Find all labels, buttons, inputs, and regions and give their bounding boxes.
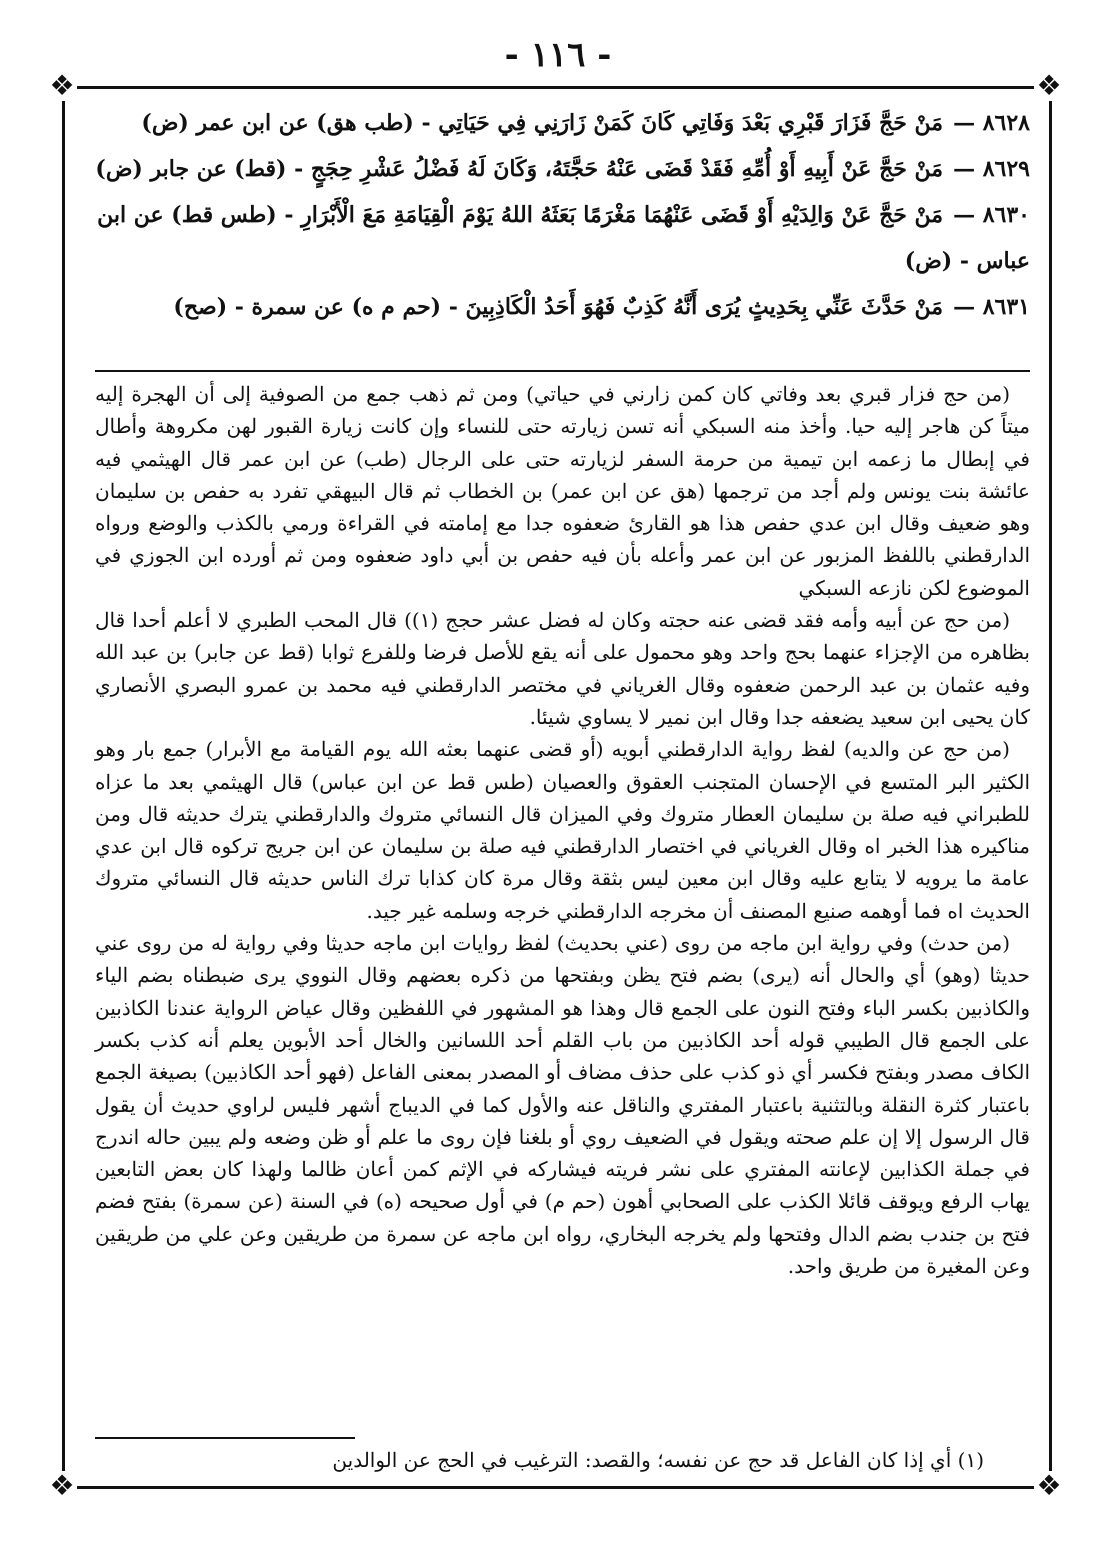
corner-ornament-icon: ❖ xyxy=(1034,71,1064,101)
hadith-number: ٨٦٢٨ — xyxy=(953,110,1030,136)
commentary-paragraph: (من حج فزار قبري بعد وفاتي كان كمن زارني في حياتي) ومن ثم ذهب جمع من الصوفية إلى أن الهجرة إليه ميتاً كن هاجر إليه حيا. وأخذ منه السبكي أنه تسن زيارته حتى للنساء وإن كانت زيارة القبور لهن مكروهة وأطال في إبطال ما زعمه ابن تيمية من حرمة السفر لزيارته حتى على الرجال (طب) عن ابن عمر قال الهيثمي فيه عائشة بنت يونس ولم أجد من ترجمها (هق عن ابن عمر) بن الخطاب ثم قال البيهقي تفرد به حفص بن سليمان وهو ضعيف وقال ابن عدي حفص هذا هو القارئ ضعفوه جدا مع إمامته في القراءة ورمي بالكذب والوضع ورواه الدارقطني باللفظ المزبور عن ابن عمر وأعله بأن فيه حفص بن أبي داود ضعفوه ومن ثم أورده ابن الجوزي في الموضوع لكن نازعه السبكي xyxy=(95,382,1030,600)
frame-bottom-border xyxy=(62,1486,1052,1489)
hadith-entry xyxy=(95,284,1030,330)
hadith-text: مَنْ حَجَّ عَنْ أَبِيهِ أَوْ أُمِّهِ فَقَدْ قَضَى عَنْهُ حَجَّتَهُ، وَكَانَ لَهُ فَضْلُ عَشْرِ حِجَجٍ - (قط) عن جابر (ض) xyxy=(95,156,944,182)
hadith-number: ٨٦٢٩ — xyxy=(953,156,1030,182)
hadith-entry xyxy=(95,146,1030,192)
corner-ornament-icon: ❖ xyxy=(47,71,77,101)
section-divider xyxy=(95,370,1030,372)
page-number: - ١١٦ - xyxy=(504,35,612,75)
commentary-section xyxy=(95,378,1030,1282)
hadith-text: مَنْ حَدَّثَ عَنِّي بِحَدِيثٍ يُرَى أَنَّهُ كَذِبٌ فَهُوَ أَحَدُ الْكَاذِبِينَ - (حم م ه) عن سمرة - (صح) xyxy=(173,294,944,320)
commentary-paragraph: (من حج عن أبيه وأمه فقد قضى عنه حجته وكان له فضل عشر حجج (١)) قال المحب الطبري لا أعلم أحدا قال بظاهره من الإجزاء عنهما بحج واحد وهو محمول على أنه يقع للأصل فرضا وللفرع ثوابا (قط عن جابر) بن عبد الله وفيه عثمان بن عبد الرحمن ضعفوه وقال الغرياني في مختصر الدارقطني فيه محمد بن عمرو البصري الأنصاري كان يحيى ابن سعيد يضعفه جدا وقال ابن نمير لا يساوي شيئا. xyxy=(95,608,1030,729)
hadith-text: مَنْ حَجَّ عَنْ وَالِدَيْهِ أَوْ قَضَى عَنْهُمَا مَغْرَمًا بَعَثَهُ اللهُ يَوْمَ الْقِيَامَةِ مَعَ الْأَبْرَارِ - (طس قط) عن ابن عباس - (ض) xyxy=(97,202,1030,274)
hadith-number: ٨٦٣١ — xyxy=(953,294,1030,320)
commentary-paragraph: (من حج عن والديه) لفظ رواية الدارقطني أبويه (أو قضى عنهما بعثه الله يوم القيامة مع الأبرار) جمع بار وهو الكثير البر المتسع في الإحسان المتجنب العقوق والعصيان (طس قط عن ابن عباس) قال الهيثمي بعد ما عزاه للطبراني فيه صلة بن سليمان العطار متروك وفي الميزان قال النسائي متروك والدارقطني يترك حديثه قال ومن مناكيره هذا الخبر اه وقال الغرياني في اختصار الدارقطني فيه صلة بن سليمان عن ابن جريج تركوه قال ابن عدي عامة ما يرويه لا يتابع عليه وقال ابن معين ليس بثقة وقال مرة كان كذابا ترك الناس حديثه قال النسائي متروك الحديث اه فما أوهمه صنيع المصنف أن مخرجه الدارقطني خرجه وسلمه غير جيد. xyxy=(95,737,1030,923)
hadith-list xyxy=(95,100,1030,330)
hadith-number: ٨٦٣٠ — xyxy=(953,202,1030,228)
corner-ornament-icon: ❖ xyxy=(47,1471,77,1501)
hadith-text: مَنْ حَجَّ فَزَارَ قَبْرِي بَعْدَ وَفَاتِي كَانَ كَمَنْ زَارَنِي فِي حَيَاتِي - (طب هق) عن ابن عمر (ض) xyxy=(141,110,944,136)
hadith-entry xyxy=(95,100,1030,146)
corner-ornament-icon: ❖ xyxy=(1034,1471,1064,1501)
frame-top-border xyxy=(62,86,1052,89)
hadith-entry xyxy=(95,192,1030,284)
footnote-divider xyxy=(95,1437,355,1439)
frame-left-border xyxy=(62,86,65,1486)
commentary-paragraph: (من حدث) وفي رواية ابن ماجه من روى (عني بحديث) لفظ روايات ابن ماجه حديثا وفي رواية له من روى عني حديثا (وهو) أي والحال أنه (يرى) بضم فتح يظن وبفتحها من ذكره بعضهم وقال النووي يرى ضبطناه بضم الياء والكاذبين بكسر الباء وفتح النون على الجمع قال وهذا هو المشهور في اللفظين وقال عياض الرواية عندنا الكاذبين على الجمع قال الطيبي قوله أحد الكاذبين من باب القلم أحد اللسانين والخال أحد الأبوين يعلم أنه كذب بكسر الكاف مصدر وبفتح فكسر أي ذو كذب على حذف مضاف أو المصدر بمعنى الفاعل (فهو أحد الكاذبين) بصيغة الجمع باعتبار كثرة النقلة وبالتثنية باعتبار المفتري والناقل عنه والأول كما في الديباج أشهر فليس لراوي حديث أن يقول قال الرسول إلا إن علم صحته ويقول في الضعيف روي أو بلغنا فإن روى ما علم أو ظن وضعه ولم يبين حاله اندرج في جملة الكذابين لإعانته المفتري على نشر فريته فيشاركه في الإثم كمن أعان ظالما ولهذا كان بعض التابعين يهاب الرفع ويوقف قائلا الكذب على الصحابي أهون (حم م) في أول صحيحه (ه) في السنة (عن سمرة) بفتح فضم فتح بن جندب بضم الدال وفتحها ولم يخرجه البخاري، رواه ابن ماجه عن سمرة من طريقين وعن علي من طريقين وعن المغيرة من طريق واحد. xyxy=(95,931,1031,1279)
footnote: (١) أي إذا كان الفاعل قد حج عن نفسه؛ والقصد: الترغيب في الحج عن الوالدين xyxy=(332,1448,984,1472)
frame-right-border xyxy=(1049,86,1052,1486)
